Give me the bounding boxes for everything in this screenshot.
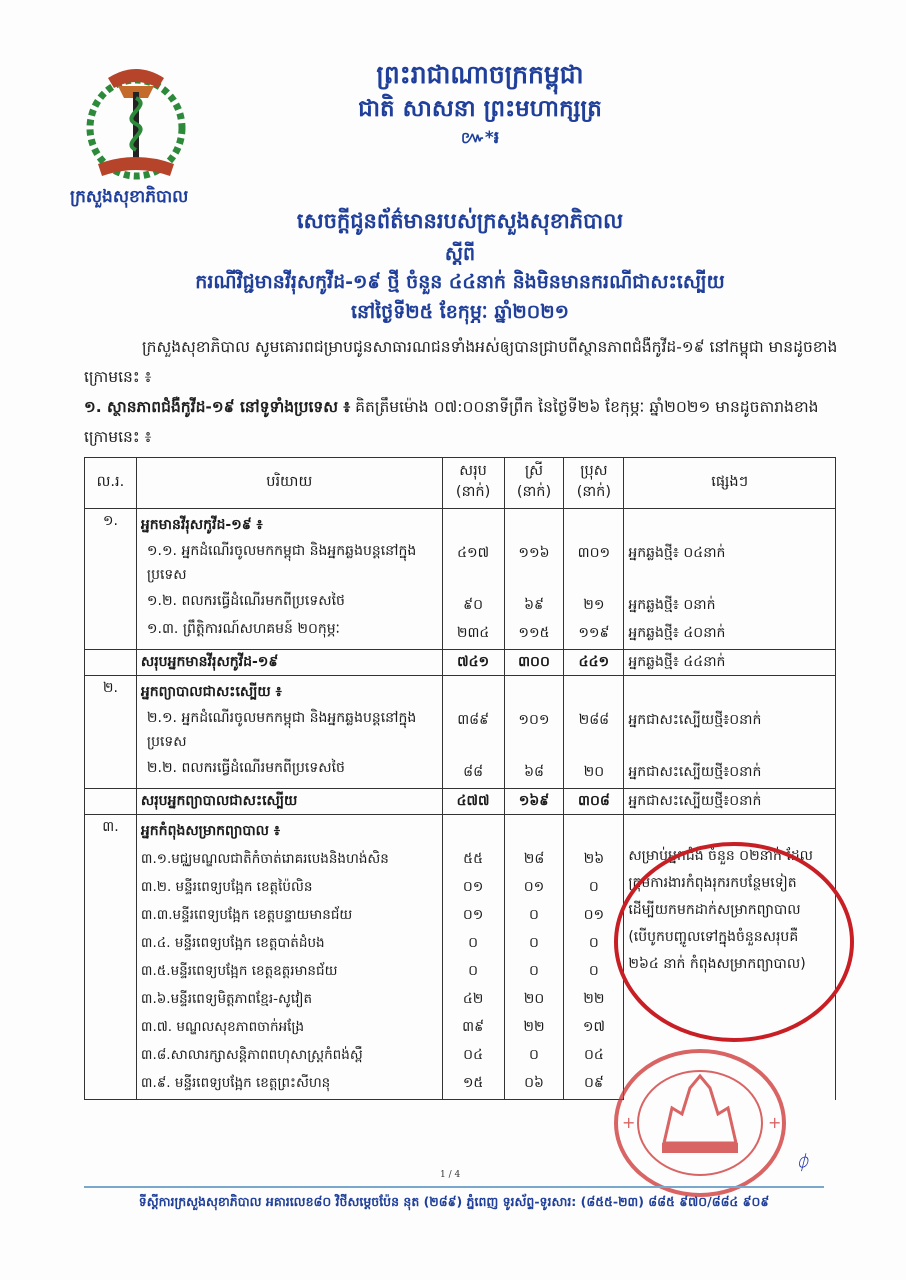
- male-value: ០៩: [583, 1075, 604, 1091]
- sum-male: ៤៤១: [564, 650, 624, 676]
- empty-cell: [85, 650, 137, 676]
- row-label: ១.៣. ព្រឹត្តិការណ៍សហគមន៍ ២០កុម្ភៈ: [146, 621, 340, 637]
- male-value: ០: [588, 963, 599, 979]
- col-header-female: ស្រី (នាក់): [504, 458, 564, 509]
- sum-total: ៤៧៧: [442, 789, 504, 815]
- total-value: ២៣៤: [456, 625, 490, 641]
- female-value: ០: [529, 1047, 539, 1063]
- row-number: ១.: [85, 509, 137, 650]
- male-value: ២១: [583, 597, 605, 613]
- table-header-row: [85, 458, 836, 509]
- subject-label: ស្តីពី: [444, 243, 476, 265]
- female-value: ១០១: [518, 712, 550, 728]
- sum-row: [85, 650, 836, 676]
- sum-note: អ្នកជាសះស្បើយថ្មី៖០នាក់: [624, 789, 836, 815]
- note-value: អ្នកឆ្លងថ្មី៖ ០នាក់: [628, 597, 716, 613]
- footer-address: ទីស្តីការក្រសួងសុខាភិបាល អគារលេខ៨០ វិថីសម្តេចប៉ែន នុត (២៨៩) ភ្នំពេញ ទូរស័ព្ទ-ទូរសារ: (៨៥៥-២៣) ៨៨៥ ៩៧០/៨៨៤ ៩០៩: [138, 1194, 770, 1209]
- row-label: ៣.២. មន្ទីរពេទ្យបង្អែក ខេត្តប៉ៃលិន: [140, 879, 313, 895]
- group-title: អ្នកព្យាបាលជាសះស្បើយ ៖: [140, 684, 282, 700]
- total-value: ៥៥: [463, 851, 483, 867]
- table-row: [85, 676, 836, 789]
- female-value: ២៨: [523, 851, 545, 867]
- male-value: ១៧: [582, 1019, 605, 1035]
- total-value: ៤២: [462, 991, 484, 1007]
- row-label: ៣.៥.មន្ទីរពេទ្យបង្អែក ខេត្តឧត្តរមានជ័យ: [140, 963, 338, 979]
- total-value: ០១: [462, 879, 484, 895]
- col-header-total: សរុប (នាក់): [442, 458, 504, 509]
- female-value: ១១៥: [518, 625, 550, 641]
- row-description: [136, 509, 442, 650]
- row-label: ៣.១.មជ្ឈមណ្ឌលជាតិកំចាត់រោគរបេងនិងហង់សិន: [140, 851, 389, 867]
- svg-text:+: +: [622, 1113, 636, 1132]
- announcement-title: សេចក្តីជូនព័ត៌មានរបស់ក្រសួងសុខាភិបាល: [296, 209, 624, 233]
- total-value: ៩០: [463, 597, 483, 613]
- note-value: អ្នកជាសះស្បើយថ្មី៖០នាក់: [628, 764, 762, 780]
- total-value: ៨៨: [463, 764, 483, 780]
- note-value: អ្នកឆ្លងថ្មី៖ ០៤នាក់: [628, 545, 726, 561]
- intro-paragraph: ក្រសួងសុខាភិបាល សូមគោរពជម្រាបជូនសាធារណជនទាំងអស់ឲ្យបានជ្រាបពីស្ថានភាពជំងឺកូវីដ-១៩ នៅកម្ពុជា មានដូចខាងក្រោមនេះ ៖: [84, 338, 838, 386]
- male-value: ០១: [583, 907, 605, 923]
- sum-total: ៧៤១: [442, 650, 504, 676]
- female-value: ០១: [523, 879, 545, 895]
- col-header-no: ល.រ.: [85, 458, 137, 509]
- note-value: អ្នកជាសះស្បើយថ្មី៖០នាក់: [628, 712, 762, 728]
- row-label: ៣.៩. មន្ទីរពេទ្យបង្អែក ខេត្តព្រះសីហនុ: [140, 1075, 331, 1091]
- national-motto: ជាតិ សាសនា ព្រះមហាក្សត្រ: [358, 96, 602, 122]
- female-value: ៦៩: [524, 597, 544, 613]
- row-description: [136, 815, 442, 1100]
- female-value: ០៦: [524, 1075, 544, 1091]
- row-description: [136, 676, 442, 789]
- sum-female: ៣០០: [504, 650, 564, 676]
- row-label: ២.១. អ្នកដំណើរចូលមកកម្ពុជា និងអ្នកឆ្លងបន្តនៅក្នុងប្រទេស: [146, 710, 417, 750]
- table-row: [85, 509, 836, 650]
- section1-text: គិតត្រឹមម៉ោង ០៧:០០នាទីព្រឹក នៃថ្ងៃទី២៦ ខែកុម្ភៈ ឆ្នាំ២០២១ មានដូចតារាងខាងក្រោមនេះ ៖: [84, 398, 819, 446]
- note-cell: [624, 676, 836, 789]
- row-label: ៣.៤. មន្ទីរពេទ្យបង្អែក ខេត្តបាត់ដំបង: [140, 935, 325, 951]
- female-cell: [504, 509, 564, 650]
- female-cell: [504, 815, 564, 1100]
- note-value: អ្នកឆ្លងថ្មី៖ ៤០នាក់: [628, 625, 726, 641]
- footer-rule: [84, 1186, 824, 1188]
- row-label: ៣.៦.មន្ទីរពេទ្យមិត្តភាពខ្មែរ-សូវៀត: [140, 991, 313, 1007]
- sum-male: ៣០៨: [564, 789, 624, 815]
- male-value: ១១៩: [578, 625, 610, 641]
- row-label: ៣.៨.សាលារក្សាសន្តិភាពពហុសាស្ត្រកំពង់ស្ពឺ: [140, 1047, 363, 1063]
- page-number: 1 / 4: [440, 1170, 461, 1180]
- male-cell: [564, 509, 624, 650]
- male-value: ០: [588, 935, 599, 951]
- total-value: ០: [468, 935, 479, 951]
- sum-label: សរុបអ្នកមានវីរុសកូវីដ-១៩: [136, 650, 442, 676]
- sum-female: ១៦៩: [504, 789, 564, 815]
- male-value: ០៤: [583, 1047, 604, 1063]
- total-value: ០: [468, 963, 479, 979]
- row-label: ៣.៧. មណ្ឌលសុខភាពចាក់អង្រែ: [140, 1019, 305, 1035]
- group3-note: សម្រាប់អ្នកជំងឺ ចំនួន ០២នាក់ ដែលក្រុមការងារកំពុងរុករកបន្ថែមទៀត ដើម្បីយកមកដាក់សម្រាកព្យាបាល (បើបូកបញ្ចូលទៅក្នុងចំនួនសរុបគឺ ២៦៤ នាក់ កំពុងសម្រាកព្យាបាល): [624, 815, 836, 1100]
- female-value: ១១៦: [518, 545, 550, 561]
- group-title: អ្នកកំពុងសម្រាកព្យាបាល ៖: [140, 823, 281, 839]
- annotation-circle: [610, 838, 858, 1052]
- col-header-description: បរិយាយ: [136, 458, 442, 509]
- male-value: ៣០១: [577, 545, 611, 561]
- group-title: អ្នកមានវីរុសកូវីដ-១៩ ៖: [140, 517, 263, 533]
- row-number: ២.: [85, 676, 137, 789]
- female-value: ៦៨: [524, 764, 544, 780]
- date-line: នៅថ្ងៃទី២៥ ខែកុម្ភៈ ឆ្នាំ២០២១: [350, 301, 570, 323]
- total-value: ៤១៧: [457, 545, 490, 561]
- male-value: ២៦: [583, 851, 605, 867]
- row-label: ១.២. ពលករធ្វើដំណើរមកពីប្រទេសថៃ: [146, 593, 345, 609]
- total-cell: [442, 676, 504, 789]
- female-value: ០: [529, 907, 539, 923]
- col-header-note: ផ្សេងៗ: [624, 458, 836, 509]
- kingdom-heading: ព្រះរាជាណាចក្រកម្ពុជា: [376, 60, 584, 89]
- empty-cell: [85, 789, 137, 815]
- male-value: ២២: [583, 991, 605, 1007]
- svg-text:+: +: [768, 1113, 782, 1132]
- section1-heading: ១. ស្ថានភាពជំងឺកូវីដ-១៩ នៅទូទាំងប្រទេស ៖: [84, 398, 351, 416]
- official-seal-icon: [612, 1048, 788, 1198]
- row-number: ៣.: [85, 815, 137, 1100]
- row-label: ១.១. អ្នកដំណើរចូលមកកម្ពុជា និងអ្នកឆ្លងបន្តនៅក្នុងប្រទេស: [146, 543, 417, 583]
- signature: ᛰ: [796, 1150, 808, 1174]
- total-value: ០៤: [463, 1047, 483, 1063]
- col-header-male: ប្រុស (នាក់): [564, 458, 624, 509]
- ministry-name: ក្រសួងសុខាភិបាល: [70, 187, 189, 207]
- female-value: ២០: [523, 991, 545, 1007]
- subject-line: ករណីវិជ្ជមានវីរុសកូវីដ-១៩ ថ្មី ចំនួន ៤៤នាក់ និងមិនមានករណីជាសះស្បើយ: [195, 271, 725, 293]
- sum-row: [85, 789, 836, 815]
- row-label: ២.២. ពលករធ្វើដំណើរមកពីប្រទេសថៃ: [146, 760, 345, 776]
- ministry-emblem-icon: [78, 58, 194, 188]
- ornament: ៚*៛: [460, 128, 500, 148]
- total-cell: [442, 509, 504, 650]
- male-cell: [564, 676, 624, 789]
- total-cell: [442, 815, 504, 1100]
- total-value: ៣៨៩: [457, 712, 489, 728]
- male-value: ២០: [583, 764, 605, 780]
- female-value: ០: [529, 935, 539, 951]
- section1-paragraph: [84, 392, 844, 452]
- male-value: ២៨៨: [578, 712, 610, 728]
- female-cell: [504, 676, 564, 789]
- male-value: ០: [588, 879, 599, 895]
- female-value: ២២: [523, 1019, 545, 1035]
- sum-note: អ្នកឆ្លងថ្មី៖ ៤៤នាក់: [624, 650, 836, 676]
- sum-label: សរុបអ្នកព្យាបាលជាសះស្បើយ: [136, 789, 442, 815]
- total-value: ០១: [462, 907, 484, 923]
- note-cell: [624, 509, 836, 650]
- total-value: ៣៩: [462, 1019, 485, 1035]
- row-label: ៣.៣.មន្ទីរពេទ្យបង្អែក ខេត្តបន្ទាយមានជ័យ: [140, 907, 353, 923]
- total-value: ១៥: [462, 1075, 484, 1091]
- female-value: ០: [529, 963, 539, 979]
